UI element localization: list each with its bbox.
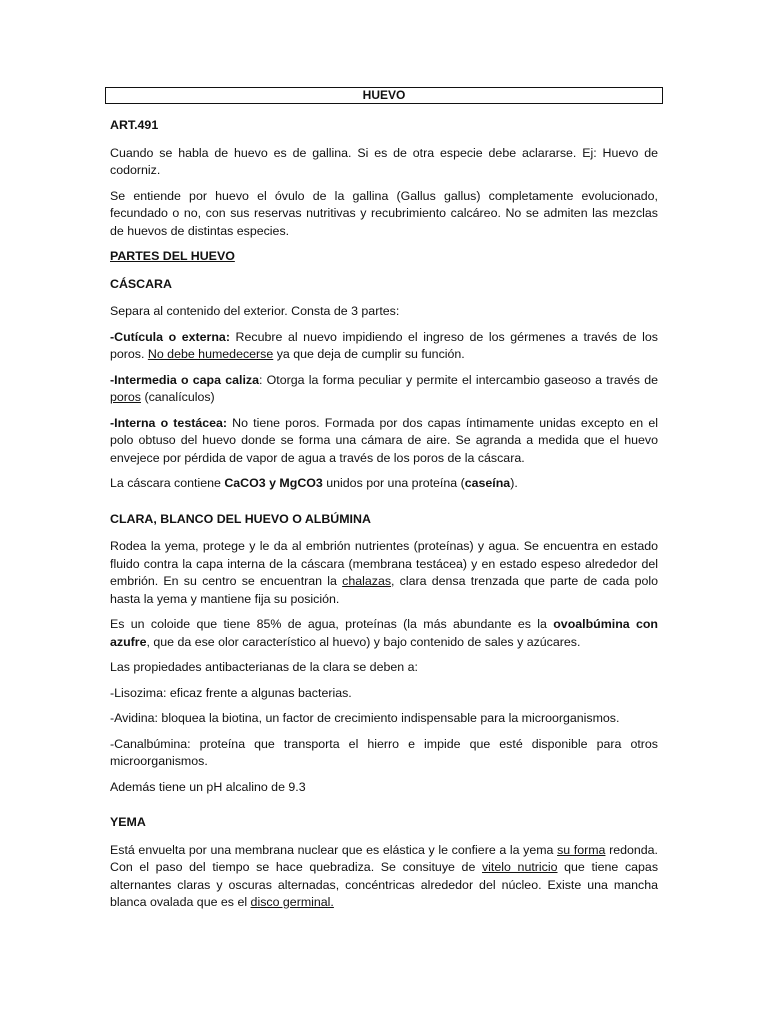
composicion-e: ). (510, 476, 518, 490)
document-body (110, 87, 658, 920)
intermedia-underline: poros (110, 390, 141, 404)
lisozima-item: -Lisozima: eficaz frente a algunas bacterias. (110, 685, 352, 700)
cuticula-underline: No debe humedecerse (147, 347, 274, 361)
intermedia-tail: (canalículos) (141, 390, 215, 404)
clara-p1-a: Rodea la yema, protege y le da al embrión nutrientes (proteínas) y agua. Se encuentra en estado fluido contra la capa interna de la cáscara (membrana testácea) y en estado espeso alrededor del embrión. En su centro se encuentran la (110, 539, 658, 588)
canalbumina-item: -Canalbúmina: proteína que transporta el hierro e impide que esté disponible para otros microorganismos. (110, 736, 658, 768)
clara-paragraph-3: Las propiedades antibacterianas de la clara se deben a: (110, 660, 418, 674)
composicion-d: caseína (464, 476, 511, 490)
intermedia-text: : Otorga la forma peculiar y permite el intercambio gaseoso a través de (258, 372, 658, 387)
clara-paragraph-2 (110, 616, 658, 651)
interna-label: -Interna o testácea: (110, 415, 228, 430)
cuticula-tail: ya que deja de cumplir su función. (273, 347, 465, 361)
cascara-heading: CÁSCARA (110, 276, 172, 291)
yema-paragraph (110, 842, 658, 912)
composicion-b: CaCO3 y MgCO3 (224, 476, 323, 490)
avidina-item: -Avidina: bloquea la biotina, un factor de crecimiento indispensable para la microorganismos. (110, 711, 620, 725)
clara-p1-underline: chalazas (342, 574, 392, 588)
composicion-paragraph (110, 475, 658, 493)
yema-c: que tiene capas alternantes claras y oscuras alternadas, concéntricas alrededor del núcleo. Existe una mancha blanca ovalada que es el (110, 860, 659, 909)
clara-p2-bold: ovoalbúmina con azufre (110, 617, 658, 649)
partes-heading: PARTES DEL HUEVO (110, 249, 235, 263)
spacer (110, 501, 658, 511)
clara-p2-b: , que da ese olor característico al huevo) y bajo contenido de sales y azúcares. (146, 634, 581, 649)
yema-underline-2: vitelo nutricio (481, 860, 558, 874)
cuticula-label: -Cutícula o externa: (110, 329, 230, 344)
cuticula-paragraph (110, 329, 658, 364)
interna-text: No tiene poros. Formada por dos capas íntimamente unidas excepto en el polo obtuso del huevo donde se forma una cámara de aire. Se agranda a medida que el huevo envejece por pérdida de vapor de agua a través de los poros de la cáscara. (110, 415, 658, 465)
yema-underline-1: su forma (557, 842, 606, 857)
cuticula-text: Recubre al nuevo impidiendo el ingreso de los gérmenes a través de los poros. (110, 329, 658, 361)
cascara-intro: Separa al contenido del exterior. Consta de 3 partes: (110, 304, 400, 318)
intermedia-paragraph (110, 372, 658, 407)
composicion-a: La cáscara contiene (110, 476, 225, 490)
intro-paragraph-2: Se entiende por huevo el óvulo de la gallina (Gallus gallus) completamente evolucionado, fecundado o no, con sus reservas nutritivas y recubrimiento calcáreo. No se admiten las mezclas de huevos de distintas especies. (110, 188, 658, 238)
clara-heading: CLARA, BLANCO DEL HUEVO O ALBÚMINA (110, 511, 371, 526)
interna-paragraph (110, 415, 658, 468)
intro-paragraph-1: Cuando se habla de huevo es de gallina. Si es de otra especie debe aclararse. Ej: Huevo de codorniz. (110, 145, 658, 177)
yema-underline-3: disco germinal. (250, 895, 334, 909)
yema-heading: YEMA (110, 815, 146, 829)
yema-a: Está envuelta por una membrana nuclear que es elástica y le confiere a la yema (110, 842, 558, 857)
clara-p1-b: , clara densa trenzada que parte de cada polo hasta la yema y mantiene fija su posición. (110, 574, 659, 606)
composicion-c: unidos por una proteína ( (322, 476, 465, 490)
spacer (110, 804, 658, 814)
ph-paragraph: Además tiene un pH alcalino de 9.3 (110, 779, 306, 794)
article-number: ART.491 (110, 118, 159, 132)
clara-paragraph-1 (110, 538, 658, 608)
yema-b: redonda. Con el paso del tiempo se hace quebradiza. Se consituye de (110, 842, 658, 874)
intermedia-label: -Intermedia o capa caliza (110, 372, 259, 387)
clara-p2-a: Es un coloide que tiene 85% de agua, proteínas (la más abundante es la (110, 617, 554, 631)
title-box: HUEVO (105, 87, 663, 104)
